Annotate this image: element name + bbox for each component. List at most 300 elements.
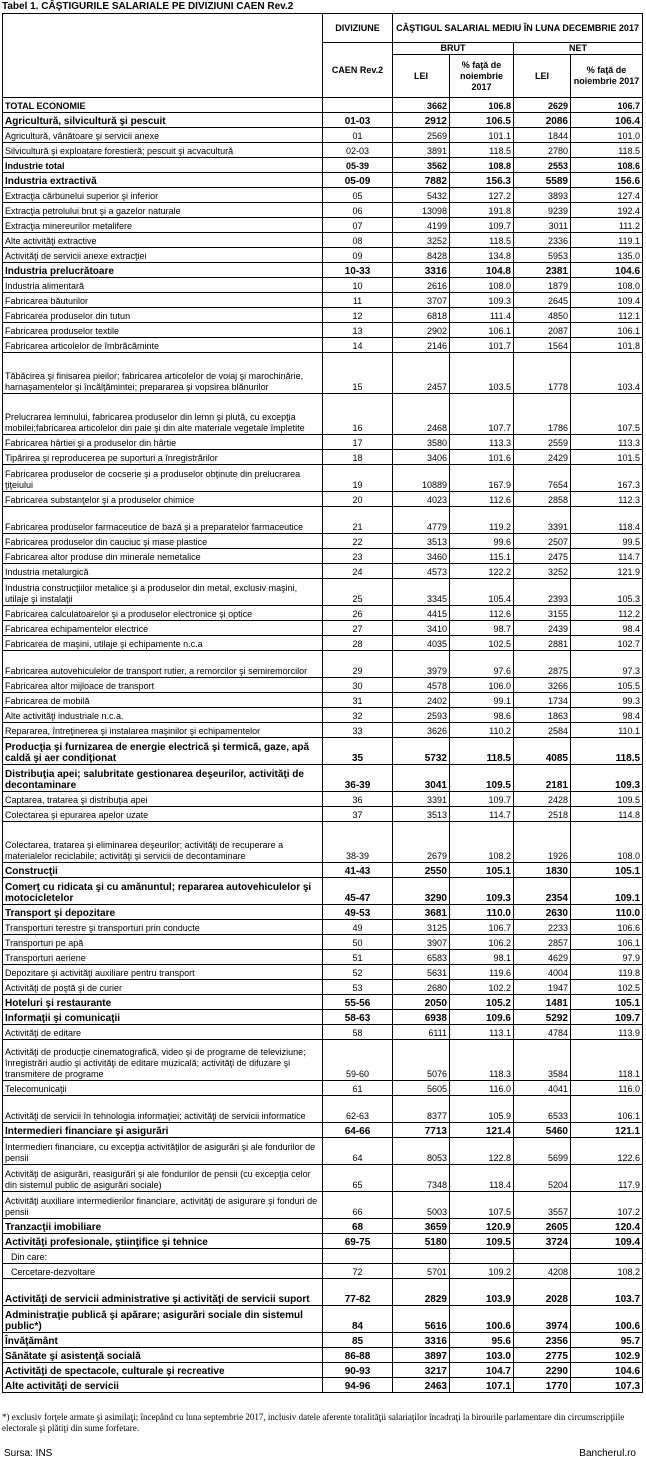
table-row [3, 98, 643, 113]
row-pct-net: 104.6 [571, 263, 643, 278]
row-activity: Industria alimentară [3, 278, 323, 293]
row-lei-net: 3252 [514, 564, 571, 579]
row-pct-brut: 191.8 [450, 203, 514, 218]
table-row [3, 995, 643, 1010]
table-row [3, 606, 643, 621]
row-activity: Intermedieri financiare, cu excepţia activităţilor de asigurări şi ale fondurilor de pensii [3, 1138, 323, 1165]
row-lei-net: 4041 [514, 1081, 571, 1096]
table-row [3, 807, 643, 822]
row-activity: Fabricarea de mobilă [3, 693, 323, 708]
row-lei-brut: 4779 [393, 507, 450, 534]
row-caen-code: 37 [323, 807, 393, 822]
row-activity: Fabricarea altor mijloace de transport [3, 678, 323, 693]
row-lei-brut: 3513 [393, 534, 450, 549]
table-row [3, 1249, 643, 1264]
row-pct-net: 107.3 [571, 1378, 643, 1393]
table-row [3, 128, 643, 143]
row-pct-net: 109.3 [571, 765, 643, 792]
table-row [3, 233, 643, 248]
row-lei-net: 1863 [514, 708, 571, 723]
row-activity: Prelucrarea lemnului, fabricarea produselor din lemn şi plută, cu excepţia mobilei;fabricarea articolelor din paie şi din alte materiale vegetale împletite [3, 394, 323, 435]
row-pct-brut: 108.8 [450, 158, 514, 173]
row-lei-net: 3893 [514, 188, 571, 203]
row-pct-net: 118.1 [571, 1040, 643, 1081]
row-pct-net: 106.4 [571, 113, 643, 128]
table-row [3, 920, 643, 935]
row-pct-net: 99.5 [571, 534, 643, 549]
row-lei-net: 5589 [514, 173, 571, 188]
row-pct-brut: 99.1 [450, 693, 514, 708]
row-activity: Sănătate şi asistenţă socială [3, 1348, 323, 1363]
row-pct-net: 108.6 [571, 158, 643, 173]
row-pct-net: 106.1 [571, 323, 643, 338]
row-pct-net: 104.6 [571, 1363, 643, 1378]
row-caen-code: 85 [323, 1333, 393, 1348]
row-pct-brut: 112.6 [450, 606, 514, 621]
row-activity: Transporturi terestre şi transporturi prin conducte [3, 920, 323, 935]
table-row [3, 1264, 643, 1279]
row-pct-brut: 109.3 [450, 878, 514, 905]
row-lei-brut: 3707 [393, 293, 450, 308]
table-row [3, 203, 643, 218]
row-pct-brut: 118.4 [450, 1165, 514, 1192]
table-row [3, 492, 643, 507]
source-label: Sursa: INS [4, 1448, 53, 1459]
row-lei-brut: 3659 [393, 1219, 450, 1234]
row-caen-code: 50 [323, 935, 393, 950]
row-caen-code: 64-66 [323, 1123, 393, 1138]
table-row [3, 621, 643, 636]
row-activity: Depozitare şi activităţi auxiliare pentru transport [3, 965, 323, 980]
table-row [3, 248, 643, 263]
table-row [3, 708, 643, 723]
row-lei-net: 2584 [514, 723, 571, 738]
table-row [3, 693, 643, 708]
row-lei-brut: 3217 [393, 1363, 450, 1378]
table-row [3, 1333, 643, 1348]
row-caen-code: 11 [323, 293, 393, 308]
row-activity: Activităţi de producţie cinematografică, video şi de programe de televiziune; înregistrări audio şi activităţi de editare muzicală; activităţi de difuzare şi transmitere de programe [3, 1040, 323, 1081]
row-activity: Colectarea, tratarea şi eliminarea deşeurilor; activităţi de recuperare a materialelor reciclabile; activităţi şi servicii de decontaminare [3, 822, 323, 863]
row-pct-net: 112.2 [571, 606, 643, 621]
header-lei-net: LEI [514, 55, 571, 98]
row-pct-brut: 109.5 [450, 765, 514, 792]
row-caen-code: 65 [323, 1165, 393, 1192]
row-caen-code: 52 [323, 965, 393, 980]
row-lei-brut: 5605 [393, 1081, 450, 1096]
table-row [3, 507, 643, 534]
table-row [3, 394, 643, 435]
table-row [3, 549, 643, 564]
row-pct-brut: 156.3 [450, 173, 514, 188]
row-pct-net: 106.1 [571, 1096, 643, 1123]
row-activity: Producţia şi furnizarea de energie electrică şi termică, gaze, apă caldă şi aer condiţionat [3, 738, 323, 765]
table-row [3, 465, 643, 492]
table-row [3, 1040, 643, 1081]
table-row [3, 765, 643, 792]
row-caen-code: 20 [323, 492, 393, 507]
row-lei-net: 4784 [514, 1025, 571, 1040]
row-lei-brut: 5076 [393, 1040, 450, 1081]
row-lei-brut: 2050 [393, 995, 450, 1010]
row-caen-code: 07 [323, 218, 393, 233]
row-lei-net: 1926 [514, 822, 571, 863]
row-activity: Alte activităţi de servicii [3, 1378, 323, 1393]
row-activity: Transporturi aeriene [3, 950, 323, 965]
row-pct-net: 117.9 [571, 1165, 643, 1192]
row-lei-net: 2881 [514, 636, 571, 651]
row-caen-code: 61 [323, 1081, 393, 1096]
row-lei-net: 3557 [514, 1192, 571, 1219]
row-caen-code: 12 [323, 308, 393, 323]
row-pct-net: 118.5 [571, 143, 643, 158]
row-lei-brut: 5180 [393, 1234, 450, 1249]
table-row [3, 143, 643, 158]
row-lei-brut: 4415 [393, 606, 450, 621]
table-row [3, 965, 643, 980]
table-row [3, 1138, 643, 1165]
row-lei-brut: 3125 [393, 920, 450, 935]
row-pct-brut: 106.2 [450, 935, 514, 950]
row-pct-brut: 114.7 [450, 807, 514, 822]
row-activity: Din care: [3, 1249, 323, 1264]
row-pct-brut: 106.1 [450, 323, 514, 338]
row-lei-brut [393, 1249, 450, 1264]
row-caen-code: 69-75 [323, 1234, 393, 1249]
row-caen-code: 31 [323, 693, 393, 708]
row-lei-net: 2290 [514, 1363, 571, 1378]
row-pct-net: 98.4 [571, 621, 643, 636]
row-pct-net: 101.5 [571, 450, 643, 465]
table-row [3, 1192, 643, 1219]
row-pct-brut: 99.6 [450, 534, 514, 549]
row-lei-brut: 5732 [393, 738, 450, 765]
row-pct-brut: 107.1 [450, 1378, 514, 1393]
row-pct-brut: 106.0 [450, 678, 514, 693]
row-lei-net: 2875 [514, 651, 571, 678]
row-pct-brut: 105.9 [450, 1096, 514, 1123]
row-activity: Alte activităţi industriale n.c.a. [3, 708, 323, 723]
row-caen-code: 25 [323, 579, 393, 606]
row-activity: Agricultură, vânătoare şi servicii anexe [3, 128, 323, 143]
row-pct-net [571, 1249, 643, 1264]
row-lei-brut: 3513 [393, 807, 450, 822]
header-lei-brut: LEI [393, 55, 450, 98]
row-pct-net: 110.0 [571, 905, 643, 920]
row-activity: Distribuţia apei; salubritate gestionarea deşeurilor, activităţi de decontaminare [3, 765, 323, 792]
row-lei-net: 2028 [514, 1279, 571, 1306]
row-pct-net: 106.1 [571, 935, 643, 950]
row-activity: Repararea, întreţinerea şi instalarea maşinilor şi echipamentelor [3, 723, 323, 738]
row-pct-brut: 115.1 [450, 549, 514, 564]
row-pct-brut: 102.2 [450, 980, 514, 995]
row-caen-code: 27 [323, 621, 393, 636]
row-pct-brut: 121.4 [450, 1123, 514, 1138]
row-pct-net: 116.0 [571, 1081, 643, 1096]
row-lei-brut: 7882 [393, 173, 450, 188]
row-pct-brut: 122.2 [450, 564, 514, 579]
row-caen-code: 32 [323, 708, 393, 723]
row-lei-brut: 2146 [393, 338, 450, 353]
table-row [3, 353, 643, 394]
row-caen-code: 64 [323, 1138, 393, 1165]
row-pct-brut: 95.6 [450, 1333, 514, 1348]
row-pct-brut: 122.8 [450, 1138, 514, 1165]
row-lei-net: 2429 [514, 450, 571, 465]
row-activity: TOTAL ECONOMIE [3, 98, 323, 113]
table-row [3, 218, 643, 233]
row-activity: Telecomunicaţii [3, 1081, 323, 1096]
row-pct-net: 102.9 [571, 1348, 643, 1363]
row-lei-net: 3011 [514, 218, 571, 233]
row-lei-net: 2475 [514, 549, 571, 564]
salary-table [2, 13, 643, 1393]
row-lei-brut: 2680 [393, 980, 450, 995]
row-lei-brut: 4578 [393, 678, 450, 693]
row-lei-net: 2629 [514, 98, 571, 113]
row-pct-net: 127.4 [571, 188, 643, 203]
row-caen-code: 45-47 [323, 878, 393, 905]
row-caen-code: 05-39 [323, 158, 393, 173]
row-pct-brut: 119.6 [450, 965, 514, 980]
row-pct-brut: 106.5 [450, 113, 514, 128]
row-caen-code: 10 [323, 278, 393, 293]
row-activity: Captarea, tratarea şi distribuţia apei [3, 792, 323, 807]
row-lei-brut: 2679 [393, 822, 450, 863]
row-activity: Transport şi depozitare [3, 905, 323, 920]
row-pct-brut: 167.9 [450, 465, 514, 492]
row-caen-code: 49-53 [323, 905, 393, 920]
row-lei-brut: 2569 [393, 128, 450, 143]
row-lei-brut: 3290 [393, 878, 450, 905]
row-pct-brut: 105.4 [450, 579, 514, 606]
table-title: Tabel 1. CÂŞTIGURILE SALARIALE PE DIVIZIUNI CAEN Rev.2 [2, 1, 294, 12]
row-pct-brut: 101.7 [450, 338, 514, 353]
table-row [3, 1363, 643, 1378]
row-caen-code: 24 [323, 564, 393, 579]
row-pct-brut: 103.5 [450, 353, 514, 394]
row-activity: Extracţia minereurilor metalifere [3, 218, 323, 233]
row-lei-brut: 6938 [393, 1010, 450, 1025]
row-lei-net: 1947 [514, 980, 571, 995]
row-lei-net: 2381 [514, 263, 571, 278]
row-pct-net: 109.4 [571, 293, 643, 308]
row-lei-net: 4085 [514, 738, 571, 765]
row-lei-brut: 3580 [393, 435, 450, 450]
row-lei-brut: 2593 [393, 708, 450, 723]
row-lei-brut: 2402 [393, 693, 450, 708]
row-lei-brut: 2463 [393, 1378, 450, 1393]
row-caen-code [323, 1249, 393, 1264]
row-lei-brut: 8377 [393, 1096, 450, 1123]
row-lei-brut: 7713 [393, 1123, 450, 1138]
row-lei-brut: 2468 [393, 394, 450, 435]
row-lei-brut: 5616 [393, 1306, 450, 1333]
row-lei-net: 2086 [514, 113, 571, 128]
row-caen-code: 86-88 [323, 1348, 393, 1363]
table-row [3, 263, 643, 278]
row-pct-net: 120.4 [571, 1219, 643, 1234]
row-pct-net: 105.1 [571, 995, 643, 1010]
row-activity: Extracţia cărbunelui superior şi inferior [3, 188, 323, 203]
row-lei-brut: 3041 [393, 765, 450, 792]
row-pct-net: 113.9 [571, 1025, 643, 1040]
table-row [3, 173, 643, 188]
row-caen-code: 01-03 [323, 113, 393, 128]
row-pct-brut: 104.8 [450, 263, 514, 278]
row-pct-net: 102.7 [571, 636, 643, 651]
row-pct-net: 98.4 [571, 708, 643, 723]
row-pct-brut: 116.0 [450, 1081, 514, 1096]
row-pct-net: 109.1 [571, 878, 643, 905]
row-lei-brut: 3252 [393, 233, 450, 248]
row-caen-code: 72 [323, 1264, 393, 1279]
row-pct-brut: 109.6 [450, 1010, 514, 1025]
table-row [3, 158, 643, 173]
row-lei-net: 1770 [514, 1378, 571, 1393]
row-lei-net: 2507 [514, 534, 571, 549]
table-row [3, 1165, 643, 1192]
table-row [3, 651, 643, 678]
row-lei-net: 3391 [514, 507, 571, 534]
row-lei-net: 1786 [514, 394, 571, 435]
row-lei-brut: 6583 [393, 950, 450, 965]
row-pct-brut: 109.3 [450, 293, 514, 308]
row-pct-brut: 109.5 [450, 1234, 514, 1249]
row-lei-brut: 2829 [393, 1279, 450, 1306]
row-lei-net: 2857 [514, 935, 571, 950]
row-activity: Activităţi de editare [3, 1025, 323, 1040]
row-lei-brut: 2902 [393, 323, 450, 338]
row-lei-brut: 6111 [393, 1025, 450, 1040]
row-pct-net: 111.2 [571, 218, 643, 233]
row-caen-code: 13 [323, 323, 393, 338]
row-pct-net: 113.3 [571, 435, 643, 450]
row-activity: Activităţi de servicii în tehnologia informaţiei; activităţi de servicii informatice [3, 1096, 323, 1123]
row-lei-brut: 4023 [393, 492, 450, 507]
row-activity: Învăţământ [3, 1333, 323, 1348]
row-lei-net: 2858 [514, 492, 571, 507]
row-lei-net: 5204 [514, 1165, 571, 1192]
row-activity: Fabricarea autovehiculelor de transport rutier, a remorcilor şi semiremorcilor [3, 651, 323, 678]
row-caen-code: 05-09 [323, 173, 393, 188]
table-row [3, 1279, 643, 1306]
row-pct-brut: 111.4 [450, 308, 514, 323]
row-lei-net: 2780 [514, 143, 571, 158]
table-row [3, 878, 643, 905]
row-pct-brut: 98.1 [450, 950, 514, 965]
row-pct-net: 105.1 [571, 863, 643, 878]
row-pct-brut: 109.7 [450, 792, 514, 807]
row-activity: Activităţi profesionale, ştiinţifice şi tehnice [3, 1234, 323, 1249]
row-caen-code: 15 [323, 353, 393, 394]
row-pct-brut: 110.2 [450, 723, 514, 738]
row-pct-brut: 127.2 [450, 188, 514, 203]
row-lei-brut: 2616 [393, 278, 450, 293]
table-row [3, 450, 643, 465]
row-lei-net: 2428 [514, 792, 571, 807]
row-activity: Industria metalurgică [3, 564, 323, 579]
row-lei-net: 4208 [514, 1264, 571, 1279]
table-row [3, 792, 643, 807]
row-lei-net: 1734 [514, 693, 571, 708]
table-row [3, 113, 643, 128]
row-caen-code: 66 [323, 1192, 393, 1219]
row-lei-net: 5460 [514, 1123, 571, 1138]
row-lei-brut: 3460 [393, 549, 450, 564]
row-caen-code: 41-43 [323, 863, 393, 878]
row-pct-brut: 105.2 [450, 995, 514, 1010]
row-caen-code: 06 [323, 203, 393, 218]
row-pct-brut: 108.0 [450, 278, 514, 293]
row-pct-brut: 102.5 [450, 636, 514, 651]
row-pct-net: 114.8 [571, 807, 643, 822]
row-lei-net: 2356 [514, 1333, 571, 1348]
row-pct-net: 103.7 [571, 1279, 643, 1306]
row-pct-brut: 118.5 [450, 233, 514, 248]
row-activity: Fabricarea echipamentelor electrice [3, 621, 323, 636]
row-lei-brut: 5432 [393, 188, 450, 203]
row-lei-net: 4850 [514, 308, 571, 323]
row-activity: Fabricarea calculatoarelor şi a produselor electronice şi optice [3, 606, 323, 621]
header-pct-net: % faţă de noiembrie 2017 [571, 55, 643, 98]
row-pct-net: 106.6 [571, 920, 643, 935]
table-row [3, 738, 643, 765]
row-lei-net: 3584 [514, 1040, 571, 1081]
row-pct-net: 99.3 [571, 693, 643, 708]
row-pct-brut: 107.7 [450, 394, 514, 435]
header-diviziune: DIVIZIUNE [323, 14, 393, 43]
row-lei-net: 1564 [514, 338, 571, 353]
table-row [3, 323, 643, 338]
row-lei-brut: 3391 [393, 792, 450, 807]
row-pct-net: 108.2 [571, 1264, 643, 1279]
row-lei-brut: 2550 [393, 863, 450, 878]
row-pct-brut: 107.5 [450, 1192, 514, 1219]
header-castig: CÂŞTIGUL SALARIAL MEDIU ÎN LUNA DECEMBRIE 2017 [393, 14, 643, 43]
row-pct-net: 112.3 [571, 492, 643, 507]
row-pct-net: 109.5 [571, 792, 643, 807]
row-pct-brut: 106.8 [450, 98, 514, 113]
row-lei-brut: 13098 [393, 203, 450, 218]
row-activity: Tăbăcirea şi finisarea pieilor; fabricarea articolelor de voiaj şi marochinărie, harnaşamentelor şi încălţămintei; prepararea şi vopsirea blănurilor [3, 353, 323, 394]
row-activity: Fabricarea produselor din cauciuc şi mase plastice [3, 534, 323, 549]
row-lei-net: 2559 [514, 435, 571, 450]
row-caen-code: 53 [323, 980, 393, 995]
table-row [3, 1010, 643, 1025]
table-row [3, 935, 643, 950]
row-caen-code: 62-63 [323, 1096, 393, 1123]
row-activity: Activităţi auxiliare intermedierilor financiare, activităţi de asigurare şi fonduri de pensii [3, 1192, 323, 1219]
row-caen-code: 29 [323, 651, 393, 678]
table-row [3, 723, 643, 738]
row-caen-code: 59-60 [323, 1040, 393, 1081]
table-row [3, 905, 643, 920]
row-pct-net: 102.5 [571, 980, 643, 995]
row-caen-code: 55-56 [323, 995, 393, 1010]
row-activity: Fabricarea produselor textile [3, 323, 323, 338]
row-lei-brut: 3907 [393, 935, 450, 950]
row-caen-code: 49 [323, 920, 393, 935]
row-lei-net: 1481 [514, 995, 571, 1010]
header-caen: CAEN Rev.2 [323, 43, 393, 98]
row-caen-code: 17 [323, 435, 393, 450]
row-lei-net: 1844 [514, 128, 571, 143]
row-caen-code: 26 [323, 606, 393, 621]
row-pct-net: 119.1 [571, 233, 643, 248]
row-caen-code: 51 [323, 950, 393, 965]
row-lei-brut: 3897 [393, 1348, 450, 1363]
